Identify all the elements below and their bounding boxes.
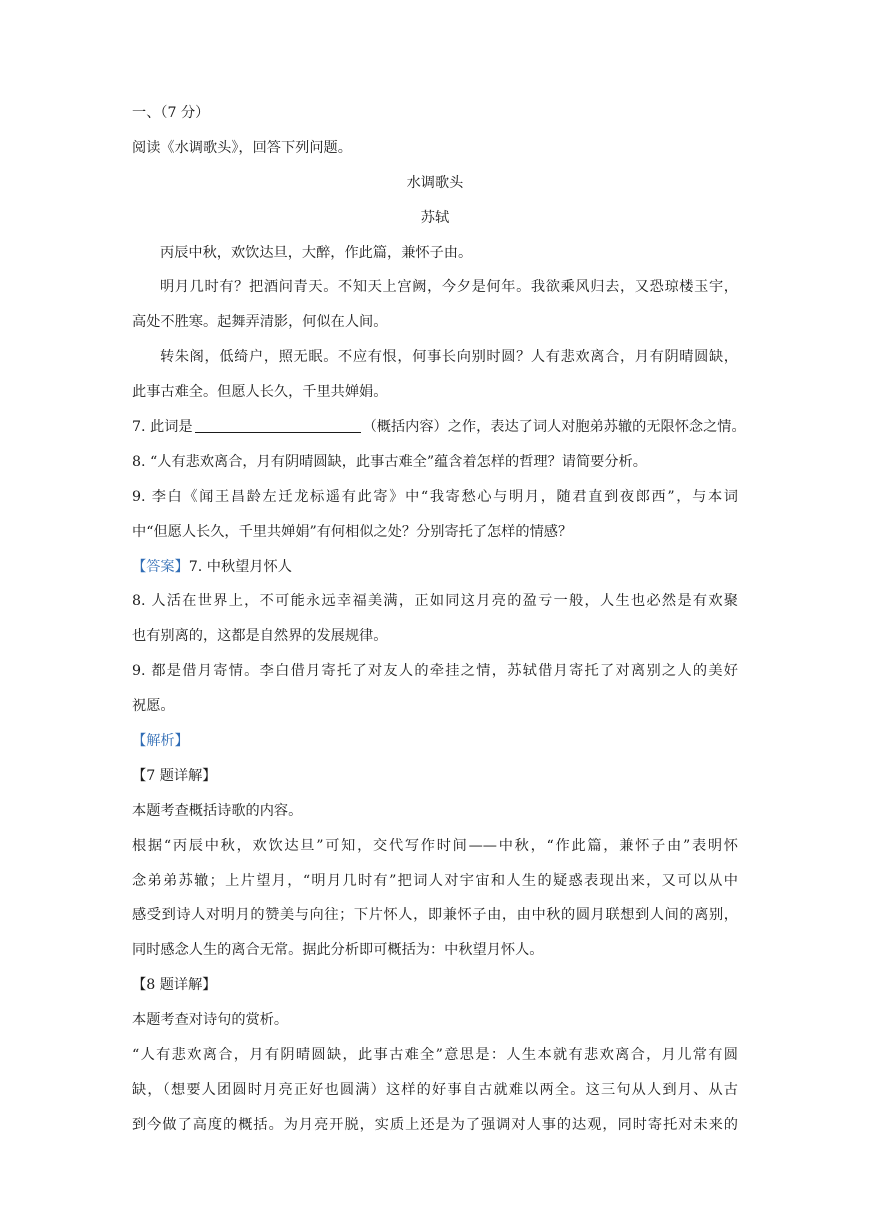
detail-8-line3: 到今做了高度的概括。为月亮开脱，实质上还是为了强调对人事的达观，同时寄托对未来的	[132, 1116, 738, 1133]
analysis-label: 【解析】	[132, 733, 189, 750]
detail-7-heading: 【7 题详解】	[132, 767, 217, 784]
question-7-prefix: 7. 此词是	[132, 419, 193, 436]
poem-author: 苏轼	[420, 209, 450, 226]
detail-7-line2: 念弟弟苏辙；上片望月，“明月几时有”把词人对宇宙和人生的疑惑表现出来，又可以从中	[132, 872, 738, 889]
question-7	[132, 417, 746, 437]
answer-8-line1: 8. 人活在世界上，不可能永远幸福美满，正如同这月亮的盈亏一般，人生也必然是有欢聚	[132, 593, 738, 610]
detail-7-line1: 根据“丙辰中秋，欢饮达旦”可知，交代写作时间——中秋，“作此篇，兼怀子由”表明怀	[132, 837, 738, 854]
answer-9-line2: 祝愿。	[132, 698, 175, 715]
poem-stanza1-line1: 明月几时有？把酒问青天。不知天上宫阙，今夕是何年。我欲乘风归去，又恐琼楼玉宇，	[160, 279, 738, 296]
poem-stanza2-line2: 此事古难全。但愿人长久，千里共婵娟。	[132, 384, 388, 401]
answer-label: 【答案】	[132, 558, 189, 575]
answer-blank	[195, 418, 361, 433]
question-7-suffix: （概括内容）之作，表达了词人对胞弟苏辙的无限怀念之情。	[362, 419, 746, 436]
document-page	[132, 103, 746, 1150]
detail-8-line2: 缺，（想要人团圆时月亮正好也圆满）这样的好事自古就难以两全。这三句从人到月、从古	[132, 1081, 738, 1098]
question-9-line2: 中“但愿人长久，千里共婵娟”有何相似之处？分别寄托了怎样的情感？	[132, 523, 573, 540]
detail-8-intro: 本题考查对诗句的赏析。	[132, 1012, 289, 1029]
detail-8-heading: 【8 题详解】	[132, 977, 217, 994]
detail-7-line3: 感受到诗人对明月的赞美与向往；下片怀人，即兼怀子由，由中秋的圆月联想到人间的离别，	[132, 907, 738, 924]
question-9-line1: 9. 李白《闻王昌龄左迁龙标遥有此寄》中“我寄愁心与明月，随君直到夜郎西”，与本词	[132, 488, 738, 505]
question-8: 8. “人有悲欢离合，月有阴晴圆缺，此事古难全”蕴含着怎样的哲理？请简要分析。	[132, 453, 647, 470]
detail-8-line1: “人有悲欢离合，月有阴晴圆缺，此事古难全”意思是：人生本就有悲欢离合，月儿常有圆	[132, 1047, 738, 1064]
poem-title: 水调歌头	[406, 174, 464, 191]
detail-7-line4: 同时感念人生的离合无常。据此分析即可概括为：中秋望月怀人。	[132, 942, 544, 959]
answer-8-line2: 也有别离的，这都是自然界的发展规律。	[132, 628, 388, 645]
answer-7-text: 7. 中秋望月怀人	[188, 558, 292, 575]
section-heading: 一、（7 分）	[132, 105, 210, 121]
poem-stanza1-line2: 高处不胜寒。起舞弄清影，何似在人间。	[132, 314, 388, 331]
answer-9-line1: 9. 都是借月寄情。李白借月寄托了对友人的牵挂之情，苏轼借月寄托了对离别之人的美好	[132, 663, 738, 680]
poem-stanza2-line1: 转朱阁，低绮户，照无眠。不应有恨，何事长向别时圆？人有悲欢离合，月有阴晴圆缺，	[160, 349, 738, 366]
answer-7	[132, 557, 738, 577]
poem-preface: 丙辰中秋，欢饮达旦，大醉，作此篇，兼怀子由。	[160, 244, 473, 261]
reading-instruction: 阅读《水调歌头》，回答下列问题。	[132, 139, 352, 156]
detail-7-intro: 本题考查概括诗歌的内容。	[132, 802, 303, 819]
